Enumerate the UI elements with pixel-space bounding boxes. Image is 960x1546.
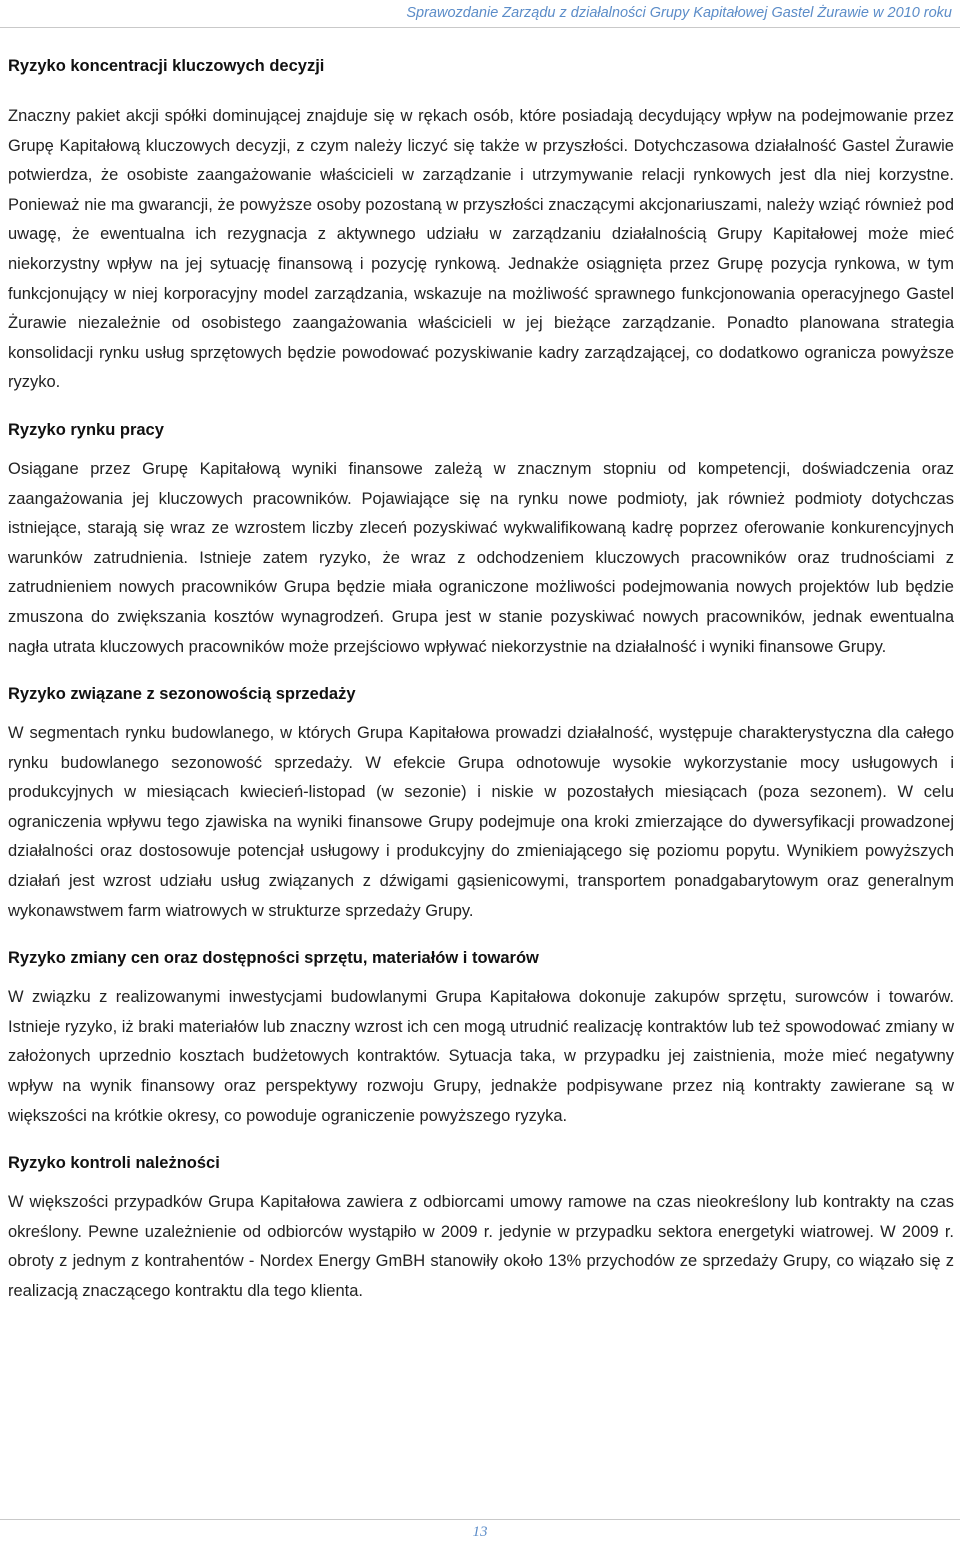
footer-divider	[0, 1519, 960, 1520]
section-heading: Ryzyko kontroli należności	[8, 1154, 220, 1173]
section-heading: Ryzyko zmiany cen oraz dostępności sprzętu, materiałów i towarów	[8, 949, 539, 968]
section-paragraph: W większości przypadków Grupa Kapitałowa zawiera z odbiorcami umowy ramowe na czas nieokreślony lub kontrakty na czas określony. Pewne uzależnienie od odbiorców wystąpiło w 2009 r. jedynie w przypadku sektora energetyki wiatrowej. W 2009 r. obroty z jednym z kontrahentów - Nordex Energy GmBH stanowiły około 13% przychodów ze sprzedaży Grupy, co wiązało się z realizacją znaczącego kontraktu dla tego klienta.	[8, 1193, 954, 1300]
section-labour-market-risk	[8, 416, 954, 662]
running-header: Sprawozdanie Zarządu z działalności Grupy Kapitałowej Gastel Żurawie w 2010 roku	[406, 5, 952, 21]
document-body	[8, 52, 954, 1325]
section-heading: Ryzyko koncentracji kluczowych decyzji	[8, 57, 325, 75]
page-number: 13	[472, 1524, 488, 1540]
section-paragraph: W segmentach rynku budowlanego, w których Grupa Kapitałowa prowadzi działalność, występuje charakterystyczna dla całego rynku budowlanego sezonowość sprzedaży. W efekcie Grupa odnotowuje wysokie wykorzystanie mocy usługowych i produkcyjnych w miesiącach kwiecień-listopad (w sezonie) i niskie w pozostałych miesiącach (poza sezonem). W celu ograniczenia wpływu tego zjawiska na wyniki finansowe Grupy podejmuje ona kroki zmierzające do dywersyfikacji prowadzonej działalności oraz dostosowuje potencjał usługowy i produkcyjny do zmieniającego się poziomu popytu. Wynikiem powyższych działań jest wzrost udziału usług związanych z dźwigami gąsienicowymi, transportem ponadgabarytowym oraz generalnym wykonawstwem farm wiatrowych w strukturze sprzedaży Grupy.	[8, 724, 954, 920]
header-divider	[0, 27, 960, 28]
section-paragraph: Znaczny pakiet akcji spółki dominującej znajduje się w rękach osób, które posiadają decydujący wpływ na podejmowanie przez Grupę Kapitałową kluczowych decyzji, z czym należy liczyć się także w przyszłości. Dotychczasowa działalność Gastel Żurawie potwierdza, że osobiste zaangażowanie właścicieli w zarządzanie i utrzymywanie relacji rynkowych jest dla niej korzystne. Ponieważ nie ma gwarancji, że powyższe osoby pozostaną w przyszłości znaczącymi akcjonariuszami, należy wziąć również pod uwagę, że ewentualna ich rezygnacja z aktywnego udziału w zarządzaniu działalnością Grupy Kapitałowej może mieć niekorzystny wpływ na jej sytuację finansową i pozycję rynkową. Jednakże osiągnięta przez Grupę pozycja rynkowa, w tym funkcjonujący w niej korporacyjny model zarządzania, wskazuje na możliwość sprawnego funkcjonowania operacyjnego Gastel Żurawie niezależnie od osobistego zaangażowania właścicieli w jej bieżące zarządzanie. Ponadto planowana strategia konsolidacji rynku usług sprzętowych będzie powodować pozyskiwanie kadry zarządzającej, co dodatkowo ogranicza powyższe ryzyko.	[8, 107, 954, 392]
section-prices-availability-risk	[8, 944, 954, 1131]
section-paragraph: W związku z realizowanymi inwestycjami budowlanymi Grupa Kapitałowa dokonuje zakupów sprzętu, surowców i towarów. Istnieje ryzyko, iż braki materiałów lub znaczny wzrost ich cen mogą utrudnić realizację kontraktów lub też spowodować zmiany w założonych uprzednio kosztach budżetowych kontraktów. Sytuacja taka, w przypadku jej zaistnienia, może mieć negatywny wpływ na wynik finansowy oraz perspektywy rozwoju Grupy, jednakże podpisywane przez nią kontrakty zawierane są w większości na krótkie okresy, co powoduje ograniczenie powyższego ryzyka.	[8, 988, 954, 1125]
section-heading: Ryzyko związane z sezonowością sprzedaży	[8, 685, 356, 704]
section-key-decisions-risk	[8, 52, 954, 398]
section-receivables-risk	[8, 1149, 954, 1306]
section-paragraph: Osiągane przez Grupę Kapitałową wyniki finansowe zależą w znacznym stopniu od kompetencji, doświadczenia oraz zaangażowania jej kluczowych pracowników. Pojawiające się na rynku nowe podmioty, jak również podmioty dotychczas istniejące, starają się wraz ze wzrostem liczby zleceń pozyskiwać wykwalifikowaną kadrę poprzez oferowanie konkurencyjnych warunków zatrudnienia. Istnieje zatem ryzyko, że wraz z odchodzeniem kluczowych pracowników oraz trudnościami z zatrudnieniem nowych pracowników Grupa będzie miała ograniczone możliwości podejmowania nowych projektów lub będzie zmuszona do zwiększania kosztów wynagrodzeń. Grupa jest w stanie pozyskiwać nowych pracowników, jednak ewentualna nagła utrata kluczowych pracowników może przejściowo wpływać niekorzystnie na działalność i wyniki finansowe Grupy.	[8, 459, 954, 656]
section-seasonality-risk	[8, 680, 954, 926]
section-heading: Ryzyko rynku pracy	[8, 420, 164, 439]
